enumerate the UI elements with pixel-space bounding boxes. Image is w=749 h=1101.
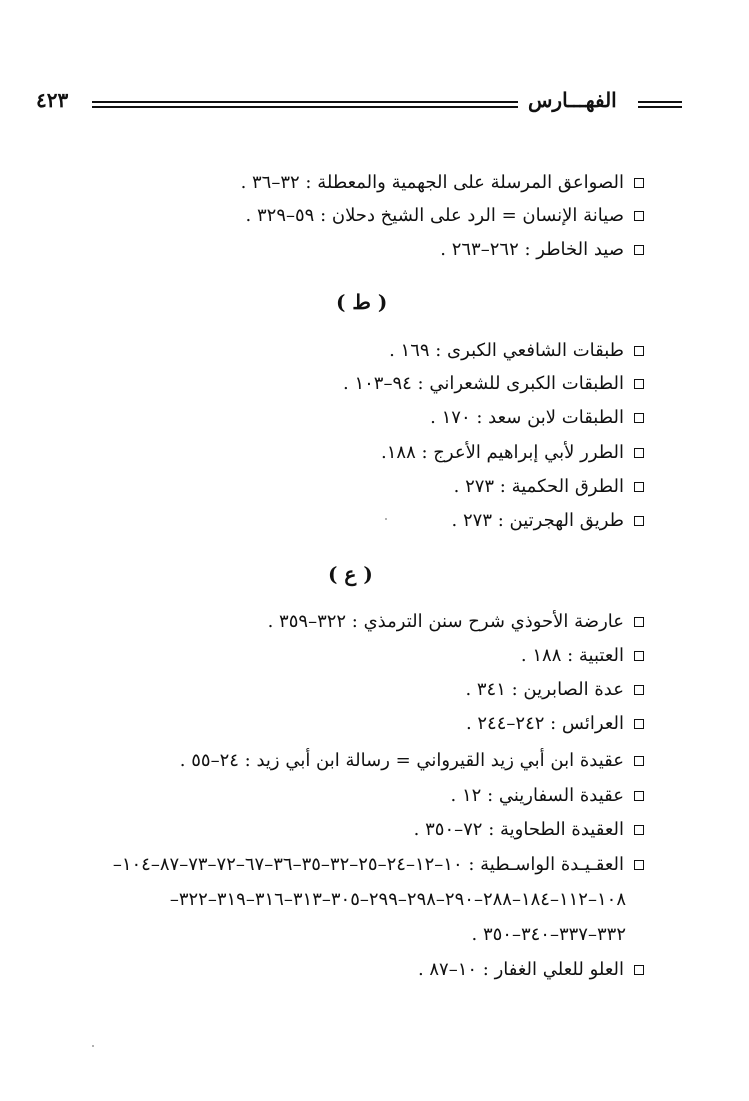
entry-text: الطرق الحكمية : ٢٧٣ . — [453, 476, 624, 497]
entry-text: عارضة الأحوذي شرح سنن الترمذي : ٣٢٢–٣٥٩ . — [267, 611, 624, 632]
entry-text: الطرر لأبي إبراهيم الأعرج : ١٨٨. — [381, 442, 624, 463]
page-title: الفهـــارس — [528, 88, 617, 112]
square-bullet-icon — [634, 346, 644, 356]
index-entry — [180, 748, 644, 774]
square-bullet-icon — [634, 178, 644, 188]
index-entry — [466, 711, 644, 737]
header-rule-right — [638, 101, 682, 108]
entry-text: عقيدة السفاريني : ١٢ . — [450, 785, 624, 806]
entry-text: عقيدة ابن أبي زيد القيرواني = رسالة ابن أبي زيد : ٢٤–٥٥ . — [179, 750, 624, 771]
index-entry — [521, 643, 644, 669]
entry-text: الطبقات لابن سعد : ١٧٠ . — [430, 407, 624, 428]
index-entry — [246, 203, 644, 229]
entry-text: صيد الخاطر : ٢٦٢–٢٦٣ . — [440, 239, 624, 260]
entry-continuation: ١٠٨–١١٢–١٨٤–٢٨٨–٢٩٠–٢٩٨–٢٩٩–٣٠٥–٣١٣–٣١٦–٣١٩–٣٢٢– — [169, 889, 626, 910]
index-entry — [465, 677, 644, 703]
square-bullet-icon — [634, 448, 644, 458]
index-entry — [389, 338, 644, 364]
entry-text: العتبية : ١٨٨ . — [520, 645, 624, 666]
index-entry — [451, 783, 644, 809]
index-entry — [414, 817, 644, 843]
section-heading-ain: ( ع ) — [328, 562, 373, 586]
square-bullet-icon — [634, 719, 644, 729]
entry-text: عدة الصابرين : ٣٤١ . — [465, 679, 624, 700]
entry-text: الصواعق المرسلة على الجهمية والمعطلة : ٣٢–٣٦ . — [240, 172, 624, 193]
index-entry — [268, 609, 644, 635]
entry-text: طبقات الشافعي الكبرى : ١٦٩ . — [389, 340, 624, 361]
entry-text: العلو للعلي الغفار : ١٠–٨٧ . — [417, 959, 624, 980]
square-bullet-icon — [634, 211, 644, 221]
index-entry — [454, 474, 644, 500]
square-bullet-icon — [634, 379, 644, 389]
index-entry-wasitiyya — [113, 852, 644, 878]
square-bullet-icon — [634, 860, 644, 870]
square-bullet-icon — [634, 651, 644, 661]
index-entry — [381, 440, 644, 466]
square-bullet-icon — [634, 516, 644, 526]
paper-speck — [92, 1045, 94, 1047]
entry-text: العقـيـدة الواسـطية : ١٠–١٢–٢٤–٢٥–٣٢–٣٥–٣٦–٦٧–٧٢–٧٣–٨٧–١٠٤– — [112, 854, 624, 875]
square-bullet-icon — [634, 791, 644, 801]
entry-text: العقيدة الطحاوية : ٧٢–٣٥٠ . — [413, 819, 624, 840]
index-entry — [440, 237, 644, 263]
page-header — [0, 0, 749, 130]
paper-speck — [385, 518, 387, 520]
entry-text: العرائس : ٢٤٢–٢٤٤ . — [465, 713, 624, 734]
index-entry — [418, 957, 644, 983]
entry-text: صيانة الإنسان = الرد على الشيخ دحلان : ٥٩–٣٢٩ . — [245, 205, 624, 226]
index-entry — [452, 508, 644, 534]
index-entry — [430, 405, 644, 431]
page-number: ٤٢٣ — [36, 88, 69, 112]
entry-text: الطبقات الكبرى للشعراني : ٩٤–١٠٣ . — [343, 373, 624, 394]
square-bullet-icon — [634, 413, 644, 423]
section-heading-ta: ( ط ) — [336, 290, 388, 314]
index-entry — [343, 371, 644, 397]
square-bullet-icon — [634, 482, 644, 492]
entry-text: طريق الهجرتين : ٢٧٣ . — [451, 510, 624, 531]
square-bullet-icon — [634, 756, 644, 766]
header-rule-left — [92, 101, 518, 108]
square-bullet-icon — [634, 245, 644, 255]
square-bullet-icon — [634, 965, 644, 975]
square-bullet-icon — [634, 685, 644, 695]
square-bullet-icon — [634, 617, 644, 627]
square-bullet-icon — [634, 825, 644, 835]
index-entry — [241, 170, 644, 196]
entry-continuation: ٣٣٢–٣٣٧–٣٤٠–٣٥٠ . — [471, 924, 626, 945]
